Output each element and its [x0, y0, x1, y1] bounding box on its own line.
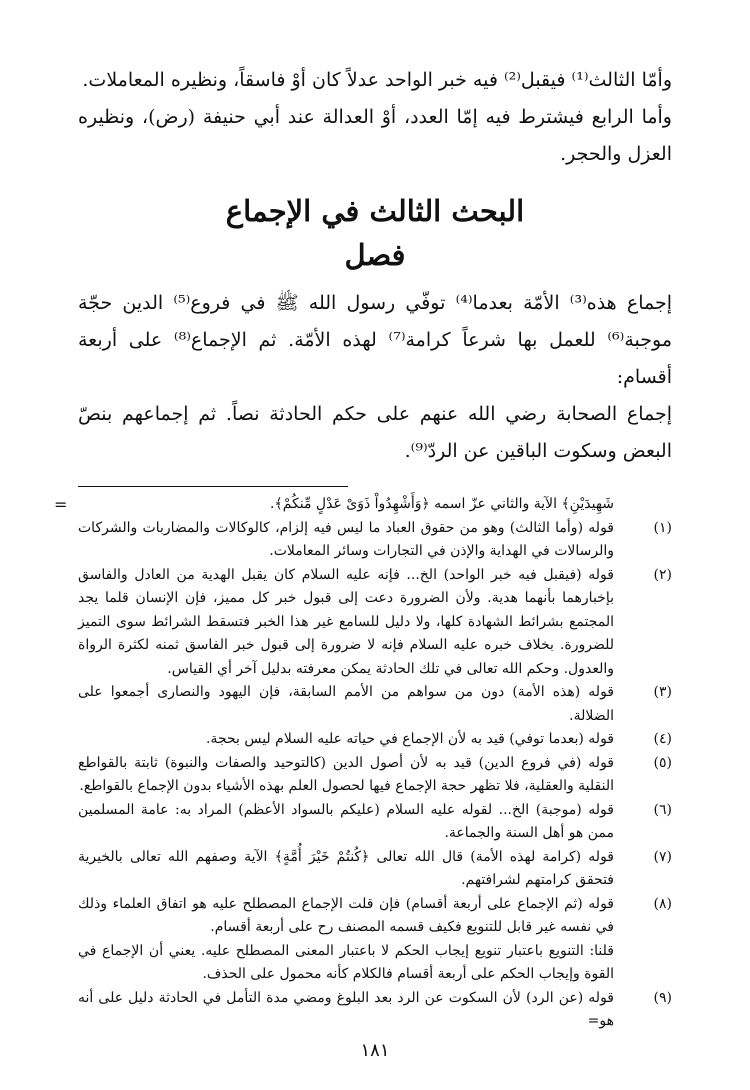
footnote-text: شَهِيدَيْنِ﴾ الآية والثاني عزّ اسمه ﴿وَأَشْهِدُواْ ذَوَىْ عَدْلٍ مِّنكُمْ﴾. [270, 496, 614, 512]
paragraph-third: وأمّا الثالث⁽¹⁾ فيقبل⁽²⁾ فيه خبر الواحد عدلاً كان أوْ فاسقاً، ونظيره المعاملات. [82, 69, 672, 91]
footnote-text: قوله (هذه الأمة) دون من سواهم من الأمم السابقة، فإن اليهود والنصارى أجمعوا على الضلالة. [78, 684, 614, 724]
footnotes [54, 493, 672, 1034]
footnote-5 [78, 752, 672, 799]
footnote-text: قلنا: التنويع باعتبار تنويع إيجاب الحكم لا باعتبار المعنى المصطلح عليه. يعني أن الإجماع في القوة وإيجاب الحكم على أربعة أقسام فالكلام كأنه محمول على الحذف. [78, 942, 614, 982]
footnote-text: قوله (فيقبل فيه خبر الواحد) الخ... فإنه عليه السلام كان يقبل الهدية من العادل والفاسق بإخبارهما بأنهما هدية. ولأن الضرورة دعت إلى قبول خبر كل مميز، فإن الإنسان قلما يجد المجتمع بشرائط الشهادة كلها، ولا دليل للسامع غير هذا الخبر فتسقط الشرائط سوى التميز للضرورة. بخلاف خبره عليه السلام فإنه لا ضرورة إلى قبول خبر الفاسق ثمنه لكثرة الرواة والعدول. وحكم الله تعالى في تلك الحادثة يمكن معرفته بدليل آخر أي القياس. [78, 566, 614, 677]
footnote-1 [78, 517, 672, 564]
footnote-text: قوله (ثم الإجماع على أربعة أقسام) فإن قلت الإجماع المصطلح عليه هو اتفاق العلماء وذلك في نفسه غير قابل للتنويع فكيف قسمه المصنف رح على أربعة أقسام. [78, 895, 614, 935]
footnote-8-answer [78, 940, 672, 987]
footnote-6 [78, 799, 672, 846]
footnote-number: (٣) [653, 684, 672, 700]
footnote-8 [78, 893, 672, 940]
continuation-mark: = [54, 495, 68, 514]
footnote-number: (١) [653, 519, 672, 536]
paragraph-ijma-definition: إجماع هذه⁽³⁾ الأمّة بعدما⁽⁴⁾ توفّي رسول الله ﷺ في فروع⁽⁵⁾ الدين حجّة موجبة⁽⁶⁾ للعمل بها شرعاً كرامة⁽⁷⁾ لهذه الأمّة. ثم الإجماع⁽⁸⁾ على أربعة أقسام: [78, 292, 673, 388]
footnote-7 [78, 846, 672, 893]
footnote-separator-wrap [78, 486, 672, 487]
page-number: ١٨١ [360, 1040, 390, 1061]
footnote-number: (٥) [653, 754, 672, 771]
footnote-3 [78, 681, 672, 728]
section-subtitle: فصل [344, 238, 406, 272]
footnote-continuation [78, 493, 672, 517]
footnote-separator [78, 486, 348, 487]
intro-text [78, 62, 672, 173]
paragraph-ijma-types: إجماع الصحابة رضي الله عنهم على حكم الحادثة نصاً. ثم إجماعهم بنصّ البعض وسكوت الباقين عن الردّ⁽⁹⁾. [78, 403, 672, 462]
footnote-number: (٤) [653, 731, 672, 747]
footnote-text: قوله (وأما الثالث) وهو من حقوق العباد ما ليس فيه إلزام، كالوكالات والمضاربات والشركات والرسالات في الهداية والإذن في التجارات وسائر المعاملات. [78, 519, 614, 559]
footnote-number: (٦) [653, 801, 672, 818]
section-text [78, 285, 672, 470]
footnote-9 [78, 987, 672, 1034]
paragraph-fourth: وأما الرابع فيشترط فيه إمّا العدد، أوْ العدالة عند أبي حنيفة (رض)، ونظيره العزل والحجر. [78, 106, 672, 165]
section-title: البحث الثالث في الإجماع [225, 194, 525, 228]
footnote-number: (٨) [653, 895, 672, 912]
footnote-text: قوله (في فروع الدين) قيد به لأن أصول الدين (كالتوحيد والصفات والنبوة) ثابتة بالقواطع النقلية والعقلية، فلا تظهر حجة الإجماع فيها لحصول العلم بهذه الأشياء بدون الإجماع بالقواطع. [78, 754, 614, 794]
footnote-4 [78, 728, 672, 752]
footnote-text: قوله (عن الرد) لأن السكوت عن الرد بعد البلوغ ومضي مدة التأمل في الحادثة دليل على أنه هو= [78, 989, 614, 1029]
footnote-number: (٩) [653, 989, 672, 1006]
footnote-text: قوله (كرامة لهذه الأمة) قال الله تعالى ﴿كُنتُمْ خَيْرَ أُمَّةٍ﴾ الآية وصفهم الله تعالى بالخيرية فتحقق كرامتهم لشرافتهم. [78, 848, 614, 888]
footnote-number: (٧) [653, 848, 672, 865]
footnote-text: قوله (بعدما توفي) قيد به لأن الإجماع في حياته عليه السلام ليس بحجة. [205, 731, 614, 747]
footnote-number: (٢) [653, 566, 672, 583]
footnote-2 [78, 564, 672, 682]
footnote-text: قوله (موجبة) الخ... لقوله عليه السلام (عليكم بالسواد الأعظم) المراد به: عامة المسلمين ممن هو أهل السنة والجماعة. [78, 801, 614, 841]
